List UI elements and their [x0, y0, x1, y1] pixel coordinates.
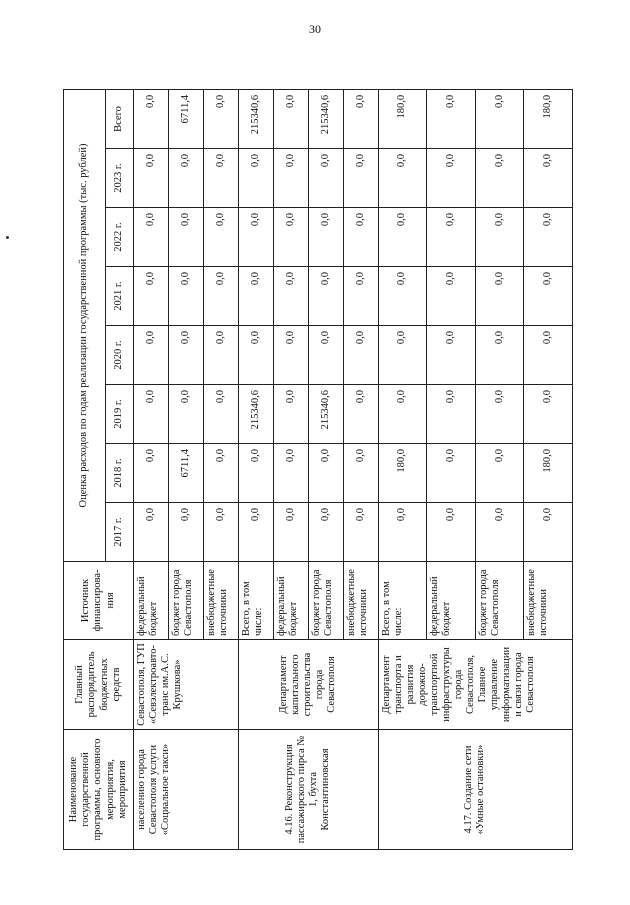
source-cell: бюджет города Севастополя [475, 562, 524, 640]
value-cell: 180,0 [524, 444, 573, 503]
header-year: 2022 г. [106, 208, 134, 267]
source-cell: бюджет города Севастополя [168, 562, 203, 640]
source-cell: Всего, в том числе: [238, 562, 273, 640]
table-row [238, 89, 273, 849]
total-cell: 0,0 [343, 89, 378, 148]
source-cell: внебюджетные источники [343, 562, 378, 640]
page-number: 30 [309, 22, 321, 36]
value-cell: 0,0 [475, 326, 524, 385]
header-year: 2018 г. [106, 444, 134, 503]
value-cell: 0,0 [238, 208, 273, 267]
header-year: 2023 г. [106, 149, 134, 208]
value-cell: 0,0 [273, 267, 308, 326]
value-cell: 0,0 [308, 267, 343, 326]
total-cell: 0,0 [134, 89, 169, 148]
value-cell: 0,0 [308, 326, 343, 385]
value-cell: 0,0 [134, 503, 169, 562]
value-cell: 0,0 [134, 385, 169, 444]
source-cell: бюджет города Севастополя [308, 562, 343, 640]
value-cell: 0,0 [427, 444, 476, 503]
value-cell: 0,0 [203, 444, 238, 503]
value-cell: 0,0 [524, 326, 573, 385]
value-cell: 0,0 [343, 149, 378, 208]
value-cell: 0,0 [475, 444, 524, 503]
value-cell: 0,0 [343, 503, 378, 562]
value-cell: 0,0 [134, 267, 169, 326]
value-cell: 0,0 [273, 444, 308, 503]
value-cell: 0,0 [378, 267, 427, 326]
header-year: 2017 г. [106, 503, 134, 562]
value-cell: 0,0 [308, 208, 343, 267]
header-year: 2019 г. [106, 385, 134, 444]
value-cell: 0,0 [168, 385, 203, 444]
total-cell: 0,0 [203, 89, 238, 148]
value-cell: 0,0 [524, 208, 573, 267]
source-cell: федеральный бюджет [427, 562, 476, 640]
value-cell: 0,0 [273, 208, 308, 267]
value-cell: 0,0 [475, 208, 524, 267]
total-cell: 0,0 [427, 89, 476, 148]
total-cell: 6711,4 [168, 89, 203, 148]
value-cell: 0,0 [308, 444, 343, 503]
value-cell: 0,0 [238, 267, 273, 326]
value-cell: 0,0 [203, 208, 238, 267]
value-cell: 0,0 [168, 326, 203, 385]
value-cell: 0,0 [238, 326, 273, 385]
manager-cell: Департамент транспорта и развития дорожно-транспортной инфраструктуры города Севастополя, Главное управление информатизации и связи города Севастополя [378, 640, 572, 730]
value-cell: 0,0 [427, 267, 476, 326]
value-cell: 0,0 [427, 385, 476, 444]
value-cell: 0,0 [524, 503, 573, 562]
table-body [134, 89, 573, 849]
financing-table [63, 89, 573, 850]
value-cell: 0,0 [273, 326, 308, 385]
value-cell: 0,0 [475, 267, 524, 326]
total-cell: 180,0 [524, 89, 573, 148]
value-cell: 0,0 [203, 149, 238, 208]
table-header [64, 89, 134, 849]
value-cell: 0,0 [168, 267, 203, 326]
value-cell: 0,0 [308, 503, 343, 562]
value-cell: 180,0 [378, 444, 427, 503]
value-cell: 6711,4 [168, 444, 203, 503]
value-cell: 0,0 [378, 208, 427, 267]
source-cell: федеральный бюджет [134, 562, 169, 640]
value-cell: 0,0 [273, 149, 308, 208]
header-total: Всего [106, 89, 134, 148]
value-cell: 0,0 [524, 267, 573, 326]
value-cell: 0,0 [378, 503, 427, 562]
value-cell: 0,0 [427, 326, 476, 385]
source-cell: федеральный бюджет [273, 562, 308, 640]
value-cell: 0,0 [134, 444, 169, 503]
value-cell: 0,0 [203, 326, 238, 385]
manager-cell: Севастополя, ГУП «Севэлектроавто-транс им.А.С. Крушкова» [134, 640, 239, 730]
header-year: 2021 г. [106, 267, 134, 326]
value-cell: 0,0 [343, 267, 378, 326]
value-cell: 0,0 [524, 149, 573, 208]
header-name: Наименование государственной программы, основного мероприятия, мероприятия [64, 730, 134, 850]
value-cell: 0,0 [308, 149, 343, 208]
value-cell: 0,0 [427, 503, 476, 562]
source-cell: внебюджетные источники [524, 562, 573, 640]
value-cell: 0,0 [203, 267, 238, 326]
value-cell: 0,0 [475, 149, 524, 208]
header-year: 2020 г. [106, 326, 134, 385]
program-name-cell: населению города Севастополя услуги «Социальное такси» [134, 730, 239, 850]
value-cell: 0,0 [343, 208, 378, 267]
value-cell: 0,0 [203, 503, 238, 562]
table-row [134, 89, 169, 849]
value-cell: 0,0 [238, 149, 273, 208]
value-cell: 0,0 [378, 385, 427, 444]
value-cell: 0,0 [427, 149, 476, 208]
rotated-table-container [63, 90, 573, 850]
value-cell: 0,0 [134, 326, 169, 385]
value-cell: 0,0 [238, 503, 273, 562]
manager-cell: Департамент капитального строительства города Севастополя [238, 640, 378, 730]
value-cell: 0,0 [134, 149, 169, 208]
value-cell: 0,0 [273, 385, 308, 444]
value-cell: 0,0 [168, 208, 203, 267]
scan-speck [6, 236, 9, 239]
value-cell: 0,0 [524, 385, 573, 444]
value-cell: 0,0 [168, 149, 203, 208]
program-name-cell: 4.17. Создание сети «Умные остановки» [378, 730, 572, 850]
total-cell: 180,0 [378, 89, 427, 148]
header-estimate: Оценка расходов по годам реализации государственной программы (тыс. рублей) [64, 89, 106, 561]
value-cell: 0,0 [378, 326, 427, 385]
value-cell: 0,0 [475, 503, 524, 562]
program-name-cell: 4.16. Реконструкция пассажирского пирса № 1, бухта Константиновская [238, 730, 378, 850]
value-cell: 215340,6 [238, 385, 273, 444]
total-cell: 0,0 [475, 89, 524, 148]
value-cell: 0,0 [343, 444, 378, 503]
value-cell: 0,0 [203, 385, 238, 444]
value-cell: 215340,6 [308, 385, 343, 444]
total-cell: 215340,6 [238, 89, 273, 148]
value-cell: 0,0 [134, 208, 169, 267]
value-cell: 0,0 [238, 444, 273, 503]
value-cell: 0,0 [168, 503, 203, 562]
value-cell: 0,0 [427, 208, 476, 267]
table-row [378, 89, 427, 849]
source-cell: Всего, в том числе: [378, 562, 427, 640]
value-cell: 0,0 [273, 503, 308, 562]
value-cell: 0,0 [343, 385, 378, 444]
value-cell: 0,0 [343, 326, 378, 385]
source-cell: внебюджетные источники [203, 562, 238, 640]
header-manager: Главный распорядитель бюджетных средств [64, 640, 134, 730]
value-cell: 0,0 [475, 385, 524, 444]
header-source: Источник финансирова-ния [64, 562, 134, 640]
total-cell: 215340,6 [308, 89, 343, 148]
total-cell: 0,0 [273, 89, 308, 148]
value-cell: 0,0 [378, 149, 427, 208]
